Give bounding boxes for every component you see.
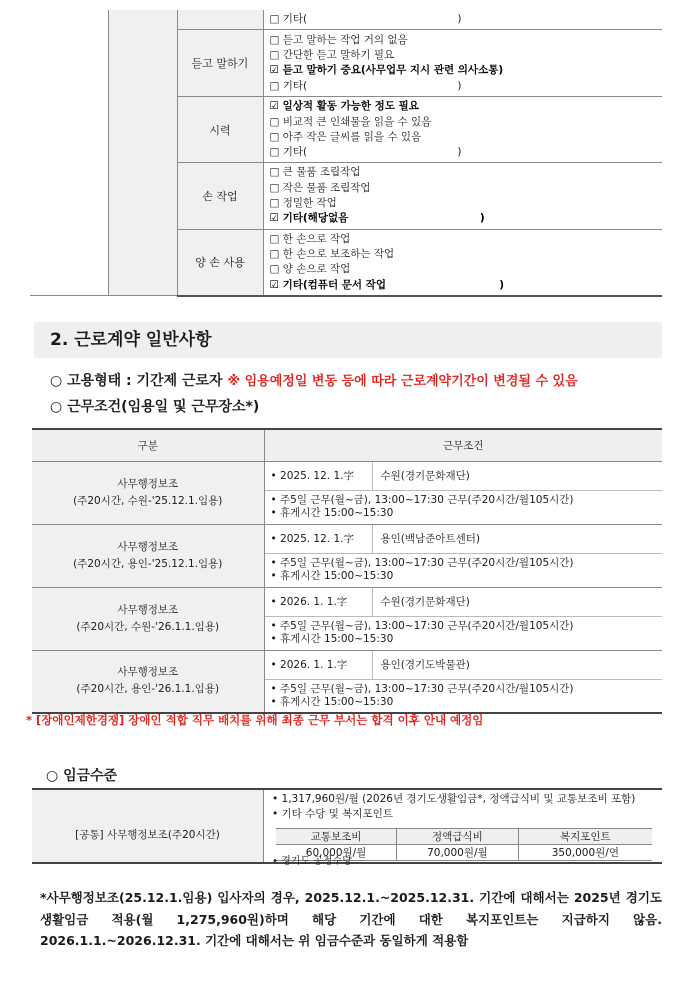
option-item: □ 기타( ) (269, 79, 462, 92)
rest-time: • 휴게시간 15:00~15:30 (270, 633, 394, 645)
option-item: □ 기타( ) (269, 13, 462, 25)
options-cell (263, 229, 662, 296)
job-detail: (주20시간, 용인-'26.1.1.임용) (76, 683, 220, 696)
work-place: 용인(경기도박물관) (380, 659, 470, 671)
job-cell (32, 650, 264, 713)
option-item-checked: ☑ 듣고 말하기 중요(사무업무 지시 관련 의사소통) (269, 64, 504, 77)
wage-allowances-label: • 기타 수당 및 복지포인트 (272, 808, 393, 820)
date-place-cell (264, 524, 662, 553)
option-item: □ 한 손으로 보조하는 작업 (269, 247, 395, 260)
option-item: □ 간단한 듣고 말하기 필요 (269, 49, 395, 61)
allowance-header: 복지포인트 (518, 829, 652, 845)
option-item: □ 아주 작은 글씨를 읽을 수 있음 (269, 130, 422, 143)
option-item: □ 듣고 말하는 작업 거의 없음 (269, 33, 408, 46)
options-cell (263, 97, 662, 163)
option-item: □ 작은 물품 조립작업 (269, 181, 371, 194)
option-item: □ 기타( ) (269, 146, 462, 159)
schedule-cell (264, 679, 662, 713)
job-title: 사무행정보조 (117, 540, 179, 553)
options-cell (263, 10, 662, 30)
work-schedule: • 주5일 근무(월~금), 13:00~17:30 근무(주20시간/월105시간) (270, 620, 574, 632)
start-date: • 2026. 1. 1.字 (271, 588, 373, 616)
job-title: 사무행정보조 (117, 666, 179, 679)
work-schedule: • 주5일 근무(월~금), 13:00~17:30 근무(주20시간/월105시간) (270, 557, 574, 569)
disability-warning: * [장애인제한경쟁] 장애인 적합 직무 배치를 위해 최종 근무 부서는 합격 이후 안내 예정임 (26, 713, 484, 727)
schedule-cell (264, 553, 662, 587)
row-label-vision: 시력 (177, 97, 263, 163)
wage-details (272, 792, 635, 822)
wage-job: [공통] 사무행정보조(주20시간) (32, 790, 264, 862)
section-title: 2. 근로계약 일반사항 (34, 322, 662, 358)
rest-time: • 휴게시간 15:00~15:30 (270, 507, 394, 519)
date-place-cell (264, 587, 662, 616)
option-item-checked: ☑ 일상적 활동 가능한 정도 필요 (269, 100, 419, 113)
row-label-hearing-speaking: 듣고 말하기 (177, 30, 263, 97)
option-item-checked: ☑ 기타(해당없음 ) (269, 212, 485, 225)
work-place: 수원(경기문화재단) (380, 470, 470, 482)
job-cell (32, 587, 264, 650)
option-item-checked: ☑ 기타(컴퓨터 문서 작업 ) (269, 278, 505, 291)
employment-note: ※ 임용예정일 변동 등에 따라 근로계약기간이 변경될 수 있음 (227, 374, 578, 389)
work-place: 용인(백남준아트센터) (380, 533, 480, 545)
work-place: 수원(경기문화재단) (380, 596, 470, 608)
job-title: 사무행정보조 (117, 477, 179, 490)
row-label-empty (177, 10, 263, 30)
option-item: □ 정밀한 작업 (269, 197, 337, 210)
footnote: *사무행정보조(25.12.1.임용) 입사자의 경우, 2025.12.1.~2025.12.31. 기간에 대해서는 2025년 경기도 생활임금 적용(월 1,275,960원)하며 해당 기간에 대한 복지포인트는 지급하지 않음. 2026.1.1.~2026.12.31. 기간에 대해서는 위 임금수준과 동일하게 적용함 (40, 890, 662, 948)
work-schedule: • 주5일 근무(월~금), 13:00~17:30 근무(주20시간/월105시간) (270, 682, 574, 695)
start-date: • 2025. 12. 1.字 (271, 462, 373, 490)
row-label-both-hands: 양 손 사용 (177, 229, 263, 296)
date-place-cell (264, 650, 662, 679)
option-item: □ 양 손으로 작업 (269, 263, 351, 276)
start-date: • 2026. 1. 1.字 (271, 651, 373, 679)
wage-heading: ○ 임금수준 (46, 768, 118, 784)
start-date: • 2025. 12. 1.字 (271, 525, 373, 553)
rest-time: • 휴게시간 15:00~15:30 (270, 695, 394, 708)
wage-table (32, 788, 662, 867)
allowance-value: 350,000원/연 (518, 845, 652, 861)
schedule-cell (264, 616, 662, 650)
schedule-cell (264, 490, 662, 524)
fair-allowance: • 경기도 공정수당 (272, 856, 352, 867)
employment-type (50, 370, 578, 390)
options-cell (263, 163, 662, 229)
job-detail: (주20시간, 수원-'26.1.1.임용) (76, 620, 220, 633)
table-header-conditions: 근무조건 (264, 429, 662, 461)
work-schedule: • 주5일 근무(월~금), 13:00~17:30 근무(주20시간/월105시간) (270, 494, 574, 506)
option-item: □ 큰 물품 조립작업 (269, 166, 361, 179)
table-header-category: 구분 (32, 429, 264, 461)
allowance-value: 70,000원/월 (397, 845, 519, 861)
allowance-header: 교통보조비 (276, 829, 397, 845)
option-item: □ 비교적 큰 인쇄물을 읽을 수 있음 (269, 115, 432, 128)
allowance-value: 60,000원/월 (276, 845, 397, 861)
job-detail: (주20시간, 용인-'25.12.1.임용) (73, 557, 223, 570)
table-spacer-cell (30, 10, 108, 296)
job-title: 사무행정보조 (117, 603, 179, 616)
rest-time: • 휴게시간 15:00~15:30 (270, 570, 394, 582)
work-conditions-table (32, 428, 662, 714)
date-place-cell (264, 461, 662, 490)
ability-table (30, 10, 662, 297)
wage-amount: • 1,317,960원/월 (2026년 경기도생활임금*, 정액급식비 및 교통보조비 포함) (272, 793, 636, 805)
job-detail: (주20시간, 수원-'25.12.1.임용) (73, 494, 223, 507)
allowance-header: 정액급식비 (397, 829, 519, 845)
option-item: □ 한 손으로 작업 (269, 232, 351, 245)
job-cell (32, 524, 264, 587)
options-cell (263, 30, 662, 97)
row-label-hand-work: 손 작업 (177, 163, 263, 229)
category-cell (108, 10, 177, 296)
employment-label: ○ 고용형태 : 기간제 근로자 (50, 373, 228, 389)
job-cell (32, 461, 264, 524)
work-conditions-heading: ○ 근무조건(임용일 및 근무장소*) (50, 399, 260, 415)
